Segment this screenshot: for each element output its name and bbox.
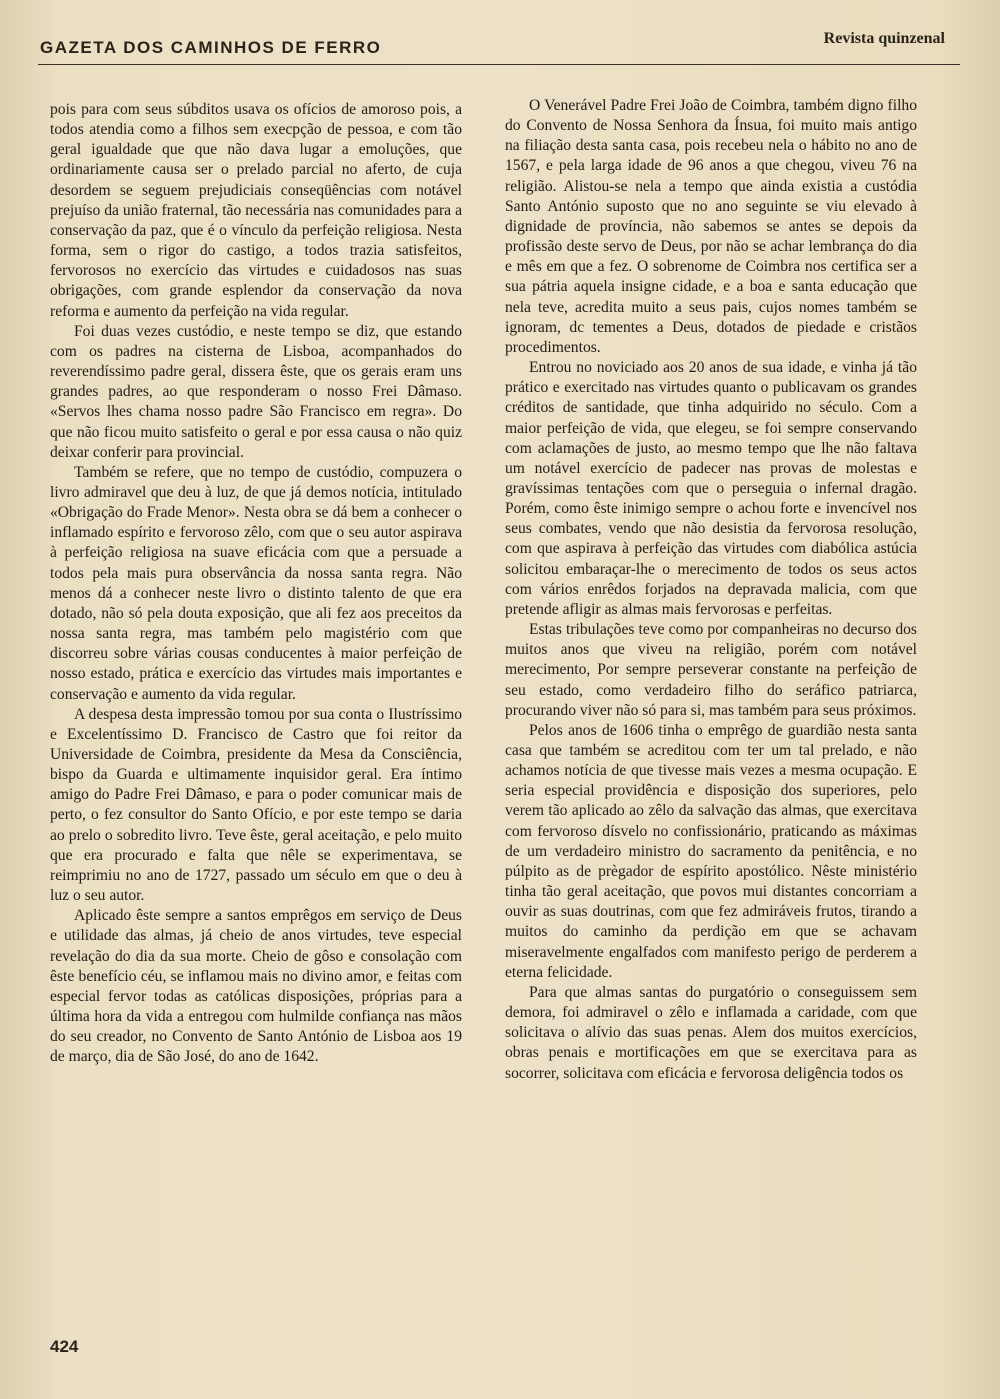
paragraph: Aplicado êste sempre a santos emprêgos em serviço de Deus e utilidade das almas, já cheio de anos virtudes, teve especial revelação do dia da sua morte. Cheio de gôso e consolação com êste benefício céu, se inflamou mais no divino amor, e feitas com especial fervor todas as católicas disposições, próprias para a última hora da vida a entregou com hulmilde confiança nas mãos do seu creador, no Convento de Santo António de Lisboa aos 19 de março, dia de São José, do ano de 1642. (50, 907, 462, 1066)
paragraph: Pelos anos de 1606 tinha o emprêgo de guardião nesta santa casa que também se acreditou com ter um tal prelado, e não achamos notícia de que tivesse mais vezes a mesma ocupação. E seria especial providência e disposição dos superiores, pelo verem tão aplicado ao zêlo da salvação das almas, que exercitava com fervoroso dísvelo no confissionário, praticando as máximas de um verdadeiro ministro do sacramento da penitência, e no púlpito as de prègador de espírito apostólico. Nêste ministério tinha tão geral aceitação, que povos mui distantes concorriam a ouvir as suas doutrinas, com que fez admiráveis frutos, tirando a muitos do caminho da perdição em que se achavam miseravelmente engalfados com manifesto perigo de perderem a eterna felicidade. (505, 721, 917, 981)
paragraph: Estas tribulações teve como por companheiras no decurso dos muitos anos que viveu na religião, porém com notável merecimento, Por sempre perseverar constante na perfeição de seu estado, como verdadeiro filho do seráfico patriarca, procurando viver não só para si, mas também para seus próximos. (505, 621, 917, 719)
paragraph: A despesa desta impressão tomou por sua conta o Ilustríssimo e Excelentíssimo D. Francisco de Castro que foi reitor da Universidade de Coimbra, presidente da Mesa da Consciência, bispo da Guarda e ultimamente inquisidor geral. Era íntimo amigo do Padre Frei Dâmaso, e para o poder comunicar mais de perto, o fez consultor do Santo Ofício, e por este tempo se daria ao prelo o sobredito livro. Teve êste, geral aceitação, e pelo muito que era procurado e falta que nêle se experimentava, se reimprimiu no ano de 1727, passado um século em que o deu à luz o seu autor. (50, 705, 462, 905)
paragraph: Foi duas vezes custódio, e neste tempo se diz, que estando com os padres na cisterna de Lisboa, acompanhados do reverendíssimo padre geral, dissera êste, que os gerais eram uns grandes padres, ao que responderam o nosso Frei Dâmaso. «Servos lhes chama nosso padre São Francisco em regra». Do que não ficou muito satisfeito o geral e por essa causa o não quiz deixar conferir para provincial. (50, 322, 462, 461)
section-label: Revista quinzenal (823, 30, 945, 47)
header-rule (38, 64, 960, 65)
paragraph: pois para com seus súbditos usava os ofícios de amoroso pois, a todos atendia como a filhos sem execpção de pessoa, e com tão geral igualdade que que não dava lugar a emoluções, que ordinariamente causa ser o prelado parcial no aferto, de cuja desordem se seguem prejudiciais conseqüências com notável prejuíso da união fraternal, tão necessária nas comunidades para a conservação da paz, que é o vínculo da perfeição religiosa. Nesta forma, sem o rigor do castigo, a todos trazia satisfeitos, fervorosos no exercício das virtudes e cuidadosos nas suas obrigações, com grande esplendor da conservação da nova reforma e aumento da perfeição na vida regular. (50, 101, 462, 320)
paragraph: Para que almas santas do purgatório o conseguissem sem demora, foi admiravel o zêlo e inflamada a caridade, com que solicitava o alívio das suas penas. Alem dos muitos exercícios, obras penais e mortificações em que se exercitava para as socorrer, solicitava com eficácia e fervorosa deligência todos os (505, 983, 917, 1082)
paragraph: Também se refere, que no tempo de custódio, compuzera o livro admiravel que deu à luz, de que já demos notícia, intitulado «Obrigação do Frade Menor». Nesta obra se dá bem a conhecer o inflamado espírito e fervoroso zêlo, com que o seu autor aspirava à perfeição religiosa na suave eficácia com que a persuade a todos pela mais pura observância da nossa santa regra. Não menos dá a conhecer neste livro o distinto talento de que era dotado, não só pela douta exposição, que ali fez aos preceitos da nossa santa regra, mas também pelo magistério com que discorreu sobre várias cousas conducentes à maior perfeição de nosso estado, prática e exercício das virtudes mais importantes e conservação e aumento da vida regular. (50, 463, 462, 703)
right-column (505, 96, 917, 1084)
paragraph: O Venerável Padre Frei João de Coimbra, também digno filho do Convento de Nossa Senhora da Ínsua, foi muito mais antigo na filiação desta santa casa, pois recebeu nela o hábito no ano de 1567, e pela larga idade de 96 anos a que chegou, viveu 76 na religião. Alistou-se nela a tempo que ainda existia a custódia Santo António suposto que no ano seguinte se viu elevado à dignidade de província, não sabemos se antes se depois da profissão deste servo de Deus, por não se achar lembrança do dia e mês em que a fez. O sobrenome de Coimbra nos certifica ser a sua pátria aquela insigne cidade, e a boa e santa educação que nela teve, acredita muito a seus pais, cujos nomes também se ignoram, dc tementes a Deus, dotados de piedade e cristãos procedimentos. (505, 97, 917, 356)
paragraph: Entrou no noviciado aos 20 anos de sua idade, e vinha já tão prático e exercitado nas virtudes quanto o publicavam os grandes créditos de santidade, que tinha adquirido no século. Com a maior perfeição de vida, que elegeu, se foi sempre conservando com aclamações de justo, ao mesmo tempo que lhe não faltava um notável exercício de padecer nas provas de molestas e gravíssimas tentações com que o perseguia o infernal dragão. Porém, como êste inimigo sempre o achou forte e invencível nos seus combates, vendo que não desistia da fervorosa resolução, com que aspirava à perfeição das virtudes com diabólica astúcia solicitou embaraçar-lhe o merecimento de todos os seus actos com vários enrêdos forjados na depravada malicia, com que pretende afligir as almas mais fervorosas e perfeitas. (505, 359, 917, 618)
page-number: 424 (50, 1337, 79, 1356)
publication-title: GAZETA DOS CAMINHOS DE FERRO (40, 38, 382, 57)
left-column (50, 100, 462, 1068)
